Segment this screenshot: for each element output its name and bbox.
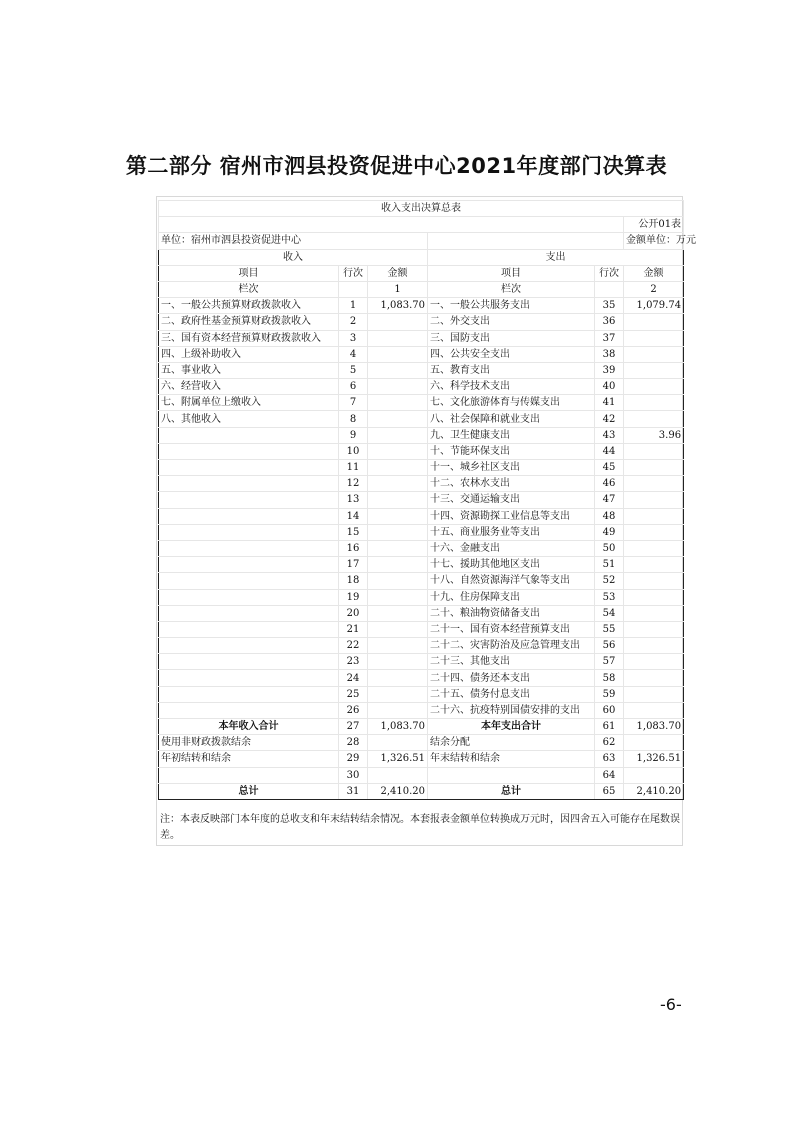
table-row xyxy=(159,508,684,524)
income-amount xyxy=(368,702,428,718)
page-number: -6- xyxy=(660,995,682,1014)
expense-lane-no: 2 xyxy=(624,281,684,297)
table-row xyxy=(159,557,684,573)
expense-amount xyxy=(624,589,684,605)
table-row xyxy=(159,330,684,346)
income-amount xyxy=(368,638,428,654)
income-line: 9 xyxy=(339,427,368,443)
expense-amount xyxy=(624,330,684,346)
expense-col-amount: 金额 xyxy=(624,265,684,281)
income-header: 收入 xyxy=(159,249,428,265)
income-amount xyxy=(368,443,428,459)
table-row xyxy=(159,589,684,605)
form-code: 公开01表 xyxy=(624,217,684,233)
subtotal-row xyxy=(159,719,684,735)
expense-line: 57 xyxy=(595,654,624,670)
income-item xyxy=(159,524,339,540)
table-row xyxy=(159,427,684,443)
page-title: 第二部分 宿州市泗县投资促进中心2021年度部门决算表 xyxy=(125,154,668,178)
expense-amount xyxy=(624,314,684,330)
expense-item: 二十二、灾害防治及应急管理支出 xyxy=(428,638,595,654)
income-line: 30 xyxy=(339,767,368,783)
expense-item: 二十三、其他支出 xyxy=(428,654,595,670)
expense-line: 58 xyxy=(595,670,624,686)
expense-item: 二十一、国有资本经营预算支出 xyxy=(428,621,595,637)
grand-total-row xyxy=(159,783,684,799)
table-body xyxy=(159,201,696,800)
expense-amount: 1,326.51 xyxy=(624,751,684,767)
income-line: 7 xyxy=(339,395,368,411)
expense-line: 63 xyxy=(595,751,624,767)
table-row xyxy=(159,670,684,686)
expense-grand-total-amount: 2,410.20 xyxy=(624,783,684,799)
income-line: 2 xyxy=(339,314,368,330)
income-line: 17 xyxy=(339,557,368,573)
expense-item: 二十、粮油物资储备支出 xyxy=(428,605,595,621)
income-item xyxy=(159,492,339,508)
table-row xyxy=(159,654,684,670)
expense-line: 39 xyxy=(595,362,624,378)
expense-item xyxy=(428,767,595,783)
expense-amount xyxy=(624,411,684,427)
income-item xyxy=(159,573,339,589)
expense-amount xyxy=(624,346,684,362)
income-item xyxy=(159,654,339,670)
income-grand-total-label: 总计 xyxy=(159,783,339,799)
income-line: 29 xyxy=(339,751,368,767)
table-row xyxy=(159,751,684,767)
income-item: 八、其他收入 xyxy=(159,411,339,427)
income-line: 10 xyxy=(339,443,368,459)
income-lane-label: 栏次 xyxy=(159,281,339,297)
income-amount xyxy=(368,346,428,362)
expense-amount xyxy=(624,621,684,637)
expense-line: 40 xyxy=(595,379,624,395)
income-total-line: 27 xyxy=(339,719,368,735)
income-item xyxy=(159,460,339,476)
expense-amount xyxy=(624,686,684,702)
expense-item: 结余分配 xyxy=(428,735,595,751)
table-row xyxy=(159,314,684,330)
table-row xyxy=(159,524,684,540)
income-item xyxy=(159,605,339,621)
expense-amount xyxy=(624,460,684,476)
income-col-line: 行次 xyxy=(339,265,368,281)
income-line: 28 xyxy=(339,735,368,751)
expense-item: 十六、金融支出 xyxy=(428,540,595,556)
income-line: 21 xyxy=(339,621,368,637)
table-row xyxy=(159,395,684,411)
expense-grand-total-label: 总计 xyxy=(428,783,595,799)
expense-item: 八、社会保障和就业支出 xyxy=(428,411,595,427)
table-row xyxy=(159,379,684,395)
expense-amount xyxy=(624,379,684,395)
income-col-amount: 金额 xyxy=(368,265,428,281)
income-item xyxy=(159,540,339,556)
expense-line: 54 xyxy=(595,605,624,621)
income-line: 5 xyxy=(339,362,368,378)
income-grand-total-line: 31 xyxy=(339,783,368,799)
expense-amount xyxy=(624,605,684,621)
income-item: 七、附属单位上缴收入 xyxy=(159,395,339,411)
income-amount xyxy=(368,379,428,395)
expense-amount xyxy=(624,443,684,459)
expense-amount: 3.96 xyxy=(624,427,684,443)
expense-line: 62 xyxy=(595,735,624,751)
expense-total-label: 本年支出合计 xyxy=(428,719,595,735)
income-item: 年初结转和结余 xyxy=(159,751,339,767)
expense-line: 37 xyxy=(595,330,624,346)
income-amount xyxy=(368,540,428,556)
expense-line: 55 xyxy=(595,621,624,637)
income-item: 六、经营收入 xyxy=(159,379,339,395)
expense-amount xyxy=(624,476,684,492)
expense-amount xyxy=(624,557,684,573)
expense-item: 十七、援助其他地区支出 xyxy=(428,557,595,573)
expense-item: 二、外交支出 xyxy=(428,314,595,330)
table-row xyxy=(159,573,684,589)
expense-item: 十、节能环保支出 xyxy=(428,443,595,459)
form-code-row xyxy=(159,217,684,233)
expense-amount: 1,079.74 xyxy=(624,298,684,314)
income-line: 11 xyxy=(339,460,368,476)
income-line: 20 xyxy=(339,605,368,621)
expense-amount xyxy=(624,492,684,508)
expense-amount xyxy=(624,540,684,556)
income-amount xyxy=(368,573,428,589)
expense-item: 三、国防支出 xyxy=(428,330,595,346)
income-line: 4 xyxy=(339,346,368,362)
lane-row xyxy=(159,281,684,297)
expense-item: 五、教育支出 xyxy=(428,362,595,378)
expense-total-line: 61 xyxy=(595,719,624,735)
table-row xyxy=(159,411,684,427)
table-row xyxy=(159,346,684,362)
expense-line: 45 xyxy=(595,460,624,476)
expense-line: 43 xyxy=(595,427,624,443)
income-line: 13 xyxy=(339,492,368,508)
income-item xyxy=(159,686,339,702)
income-item: 三、国有资本经营预算财政拨款收入 xyxy=(159,330,339,346)
expense-line: 46 xyxy=(595,476,624,492)
amount-unit: 金额单位：万元 xyxy=(624,233,684,249)
income-line: 26 xyxy=(339,702,368,718)
income-item: 一、一般公共预算财政拨款收入 xyxy=(159,298,339,314)
expense-line: 47 xyxy=(595,492,624,508)
expense-item: 十五、商业服务业等支出 xyxy=(428,524,595,540)
income-amount: 1,326.51 xyxy=(368,751,428,767)
income-line: 25 xyxy=(339,686,368,702)
income-item: 二、政府性基金预算财政拨款收入 xyxy=(159,314,339,330)
table-row xyxy=(159,702,684,718)
expense-item: 十一、城乡社区支出 xyxy=(428,460,595,476)
expense-amount xyxy=(624,654,684,670)
income-line: 14 xyxy=(339,508,368,524)
expense-line: 60 xyxy=(595,702,624,718)
unit-row xyxy=(159,233,684,249)
expense-amount xyxy=(624,735,684,751)
table-row xyxy=(159,621,684,637)
table-note: 注：本表反映部门本年度的总收支和年末结转结余情况。本套报表金额单位转换成万元时，因四舍五入可能存在尾数误差。 xyxy=(160,814,680,841)
income-item: 五、事业收入 xyxy=(159,362,339,378)
income-grand-total-amount: 2,410.20 xyxy=(368,783,428,799)
expense-item: 二十四、债务还本支出 xyxy=(428,670,595,686)
income-line: 22 xyxy=(339,638,368,654)
table-row xyxy=(159,476,684,492)
expense-amount xyxy=(624,573,684,589)
expense-grand-total-line: 65 xyxy=(595,783,624,799)
income-line: 12 xyxy=(339,476,368,492)
income-amount xyxy=(368,476,428,492)
expense-amount xyxy=(624,395,684,411)
income-line: 8 xyxy=(339,411,368,427)
expense-amount xyxy=(624,670,684,686)
income-amount xyxy=(368,460,428,476)
income-total-amount: 1,083.70 xyxy=(368,719,428,735)
expense-col-item: 项目 xyxy=(428,265,595,281)
income-line: 16 xyxy=(339,540,368,556)
table-row xyxy=(159,605,684,621)
column-header-row xyxy=(159,265,684,281)
income-expense-table xyxy=(158,200,696,800)
expense-item: 四、公共安全支出 xyxy=(428,346,595,362)
expense-header: 支出 xyxy=(428,249,684,265)
expense-item: 二十五、债务付息支出 xyxy=(428,686,595,702)
expense-line: 35 xyxy=(595,298,624,314)
income-amount xyxy=(368,330,428,346)
income-amount xyxy=(368,767,428,783)
income-item xyxy=(159,702,339,718)
expense-amount xyxy=(624,767,684,783)
expense-line: 64 xyxy=(595,767,624,783)
income-line: 15 xyxy=(339,524,368,540)
income-amount xyxy=(368,605,428,621)
table-row xyxy=(159,735,684,751)
income-item xyxy=(159,427,339,443)
expense-line: 44 xyxy=(595,443,624,459)
expense-col-line: 行次 xyxy=(595,265,624,281)
income-amount xyxy=(368,492,428,508)
section-header-row xyxy=(159,249,684,265)
expense-line: 51 xyxy=(595,557,624,573)
expense-item: 十三、交通运输支出 xyxy=(428,492,595,508)
income-item xyxy=(159,508,339,524)
income-line: 3 xyxy=(339,330,368,346)
expense-amount xyxy=(624,362,684,378)
expense-lane-label: 栏次 xyxy=(428,281,595,297)
income-amount: 1,083.70 xyxy=(368,298,428,314)
income-line: 1 xyxy=(339,298,368,314)
table-title: 收入支出决算总表 xyxy=(159,201,684,217)
expense-line: 48 xyxy=(595,508,624,524)
expense-line: 42 xyxy=(595,411,624,427)
expense-item: 十二、农林水支出 xyxy=(428,476,595,492)
income-amount xyxy=(368,411,428,427)
expense-item: 九、卫生健康支出 xyxy=(428,427,595,443)
table-row xyxy=(159,443,684,459)
income-item xyxy=(159,767,339,783)
income-amount xyxy=(368,670,428,686)
income-line: 6 xyxy=(339,379,368,395)
expense-line: 56 xyxy=(595,638,624,654)
income-col-item: 项目 xyxy=(159,265,339,281)
expense-item: 一、一般公共服务支出 xyxy=(428,298,595,314)
expense-amount xyxy=(624,524,684,540)
income-amount xyxy=(368,524,428,540)
income-item: 四、上级补助收入 xyxy=(159,346,339,362)
income-item: 使用非财政拨款结余 xyxy=(159,735,339,751)
income-line: 23 xyxy=(339,654,368,670)
table-row xyxy=(159,298,684,314)
expense-amount xyxy=(624,508,684,524)
table-row xyxy=(159,492,684,508)
expense-item: 年末结转和结余 xyxy=(428,751,595,767)
income-item xyxy=(159,638,339,654)
income-item xyxy=(159,443,339,459)
income-item xyxy=(159,557,339,573)
table-row xyxy=(159,362,684,378)
expense-line: 52 xyxy=(595,573,624,589)
income-lane-no: 1 xyxy=(368,281,428,297)
expense-item: 二十六、抗疫特别国债安排的支出 xyxy=(428,702,595,718)
expense-line: 50 xyxy=(595,540,624,556)
income-amount xyxy=(368,654,428,670)
income-amount xyxy=(368,395,428,411)
expense-item: 七、文化旅游体育与传媒支出 xyxy=(428,395,595,411)
expense-item: 十八、自然资源海洋气象等支出 xyxy=(428,573,595,589)
expense-item: 十九、住房保障支出 xyxy=(428,589,595,605)
income-amount xyxy=(368,427,428,443)
expense-amount xyxy=(624,638,684,654)
expense-line: 53 xyxy=(595,589,624,605)
income-amount xyxy=(368,362,428,378)
income-line: 18 xyxy=(339,573,368,589)
expense-line: 49 xyxy=(595,524,624,540)
expense-amount xyxy=(624,702,684,718)
expense-line: 41 xyxy=(595,395,624,411)
income-amount xyxy=(368,686,428,702)
expense-line: 36 xyxy=(595,314,624,330)
income-item xyxy=(159,621,339,637)
income-line: 24 xyxy=(339,670,368,686)
expense-line: 38 xyxy=(595,346,624,362)
income-amount xyxy=(368,621,428,637)
table-row xyxy=(159,686,684,702)
income-line: 19 xyxy=(339,589,368,605)
income-item xyxy=(159,589,339,605)
table-row xyxy=(159,767,684,783)
unit-label: 单位：宿州市泗县投资促进中心 xyxy=(159,233,428,249)
income-amount xyxy=(368,508,428,524)
table-row xyxy=(159,460,684,476)
expense-total-amount: 1,083.70 xyxy=(624,719,684,735)
income-amount xyxy=(368,589,428,605)
income-item xyxy=(159,476,339,492)
table-row xyxy=(159,638,684,654)
expense-item: 十四、资源勘探工业信息等支出 xyxy=(428,508,595,524)
table-row xyxy=(159,540,684,556)
income-amount xyxy=(368,735,428,751)
expense-line: 59 xyxy=(595,686,624,702)
income-amount xyxy=(368,557,428,573)
table-title-row xyxy=(159,201,684,217)
income-amount xyxy=(368,314,428,330)
income-item xyxy=(159,670,339,686)
income-total-label: 本年收入合计 xyxy=(159,719,339,735)
expense-item: 六、科学技术支出 xyxy=(428,379,595,395)
